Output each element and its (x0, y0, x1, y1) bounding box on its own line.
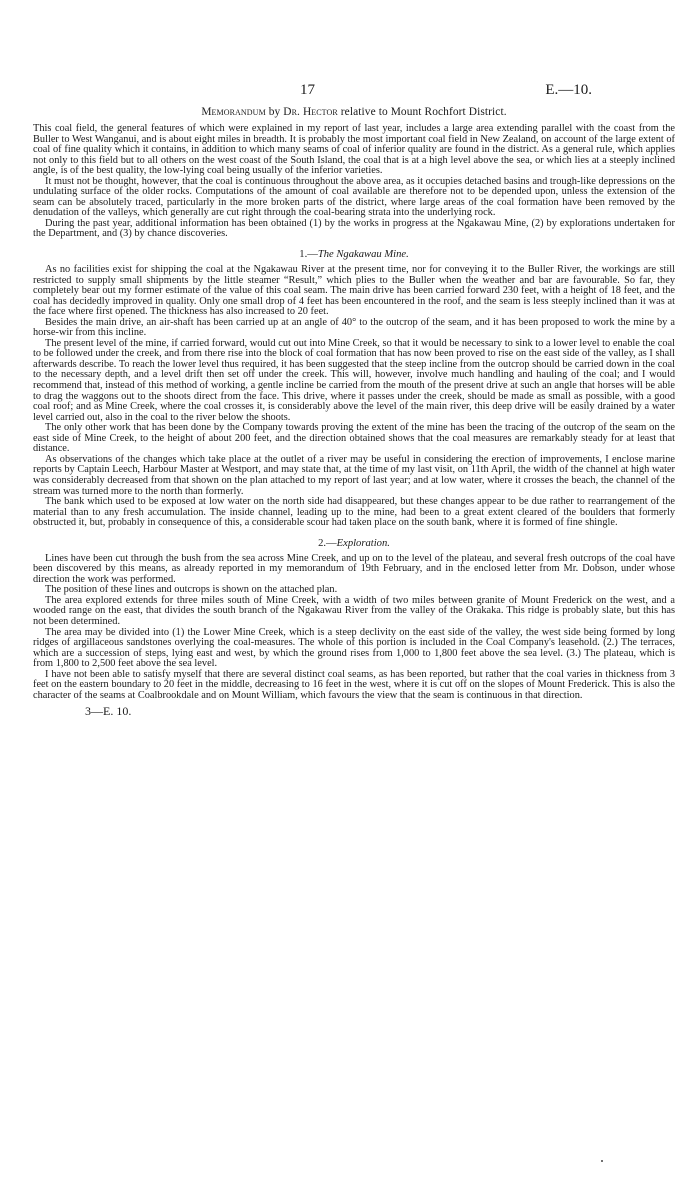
paragraph: The area may be divided into (1) the Lower Mine Creek, which is a steep declivity on the east side of the valley, the west side being formed by long ridges of argillaceous sandstones overlying the coal-measures. The whole of this portion is included in the Coal Company's leasehold. (2.) The terraces, which are a succession of steps, lying east and west, by which the ground rises from 1,000 to 1,800 feet above the sea level. (3.) The plateau, which is from 1,800 to 2,500 feet above the sea level. (33, 626, 675, 670)
section-number: 1.— (299, 249, 318, 261)
section-heading-exploration (33, 538, 675, 549)
section-title: Exploration. (336, 537, 390, 549)
paragraph: As no facilities exist for shipping the coal at the Ngakawau River at the present time, nor for conveying it to the Buller River, the workings are still restricted to supply small shipments by the little steamer “Result,” which plies to the Buller when the weather and bar are favourable. So far, they completely bear out my former estimate of the value of this coal seam. The main drive has been carried forward 230 feet, with a height of 18 feet, and the coal has decidedly improved in quality. Only one small drop of 4 feet has been encountered in the roof, and the seam is less steeply inclined than it was at the face where first opened. The thickness has also increased to 20 feet. (33, 264, 675, 318)
paragraph: Lines have been cut through the bush from the sea across Mine Creek, and up on to the level of the plateau, and several fresh outcrops of the coal have been discovered by this means, as already reported in my memorandum of 19th February, and in the enclosed letter from Mr. Dobson, under whose direction the work was performed. (33, 552, 675, 585)
paragraph: The present level of the mine, if carried forward, would cut out into Mine Creek, so that it would be necessary to sink to a lower level to enable the coal to be followed under the creek, and from there rise into the block of coal formation that has now been proved to rise on the east side of the valley, as I shall afterwards describe. To reach the lower level thus required, it has been suggested that the steep incline from the outcrop should be carried down in the coal to the necessary depth, and a level drift then set off under the creek. This will, however, involve much handling and hauling of the coal; and I would recommend that, instead of this method of working, a gentle incline be carried from the mouth of the present drive at such an angle that horses will be able to drag the waggons out to the shoots direct from the face. This drive, where it passes under the creek, should be made as small as possible, with a good coal roof; and as Mine Creek, where the coal crosses it, is considerably above the level of the main river, this deep drive will be easily drained by a water level carried out, also in the coal to the river below the shoots. (33, 337, 675, 423)
memo-title-author: Dr. Hector (283, 106, 338, 118)
paragraph: As observations of the changes which take place at the outlet of a river may be useful in considering the erection of improvements, I enclose marine reports by Captain Leech, Harbour Master at Westport, and may state that, at the time of my last visit, on 11th April, the width of the channel at high water was considerably decreased from that shown on the plan attached to my report of last year; and at low water, where it crosses the beach, the channel of the stream was turned more to the north than formerly. (33, 453, 675, 497)
paragraph: The bank which used to be exposed at low water on the north side had disappeared, but these changes appear to be due rather to rearrangement of the material than to any fresh accumulation. The inside channel, leading up to the mine, had been to a great extent cleared of the boulders that formerly obstructed it, but, probably in consequence of this, a considerable scour had taken place on the south bank, where it is formed of fine shingle. (33, 496, 675, 529)
paragraph: The area explored extends for three miles south of Mine Creek, with a width of two miles between granite of Mount Frederick on the west, and a wooded range on the east, that divides the south branch of the Ngakawau River from the valley of the Orakaka. This ridge is probably slate, but this has not been determined. (33, 594, 675, 627)
paragraph: Besides the main drive, an air-shaft has been carried up at an angle of 40° to the outcrop of the seam, and it has been proposed to work the mine by a horse-wir from this incline. (33, 316, 675, 339)
section-number: 2.— (318, 537, 337, 549)
paragraph: During the past year, additional information has been obtained (1) by the works in progress at the Ngakawau Mine, (2) by explorations undertaken for the Department, and (3) by chance discoveries. (33, 217, 675, 240)
paragraph: I have not been able to satisfy myself that there are several distinct coal seams, as has been reported, but rather that the coal varies in thickness from 3 feet on the eastern boundary to 20 feet in the middle, decreasing to 16 feet in the west, where it is cut off on the slopes of Mount Frederick. This is also the character of the seams at Coalbrookdale and on Mount William, which favours the view that the seam is continuous in that direction. (33, 668, 675, 701)
page-number: 17 (300, 82, 315, 98)
section-title: The Ngakawau Mine. (317, 249, 409, 261)
document-reference: E.—10. (545, 82, 592, 98)
section-heading-ngakawau-mine (33, 249, 675, 260)
document-body (33, 84, 675, 719)
signature-mark: 3—E. 10. (85, 704, 132, 719)
paragraph: The position of these lines and outcrops is shown on the attached plan. (45, 584, 338, 596)
paragraph: This coal field, the general features of which were explained in my report of last year, includes a large area extending parallel with the coast from the Buller to West Wanganui, and is about eight miles in breadth. It is probably the most important coal field in New Zealand, on account of the large extent of coal of fine quality which it contains, in addition to which many seams of coal of inferior quality are found in the district. As a general rule, which applies not only to this field but to all others on the west coast of the South Island, the coal that is at a high level above the sea, or which lies at a steeply inclined angle, is of the best quality, the low-lying coal being usually of the inferior varieties. (33, 123, 675, 177)
memo-title (33, 106, 675, 118)
paragraph: It must not be thought, however, that the coal is continuous throughout the above area, as it occupies detached basins and trough-like depressions on the undulating surface of the older rocks. Computations of the amount of coal available are therefore not to be depended upon, unless the extension of the seam can be absolutely traced, particularly in the more broken parts of the district, where large areas of the coal formation have been removed by the denudation of the valleys, which generally are cut right through the coal-bearing strata into the underlying rock. (33, 175, 675, 219)
memo-title-middle: by (265, 106, 284, 118)
ink-speck (601, 1160, 603, 1162)
paragraph: The only other work that has been done by the Company towards proving the extent of the mine has been the tracing of the outcrop of the seam on the east side of Mine Creek, to the height of about 200 feet, and the direction obtained shows that the coal measures are remarkably steady for at least that distance. (33, 422, 675, 455)
memo-title-lead: Memorandum (201, 106, 266, 118)
memo-title-tail: relative to Mount Rochfort District. (337, 106, 507, 118)
